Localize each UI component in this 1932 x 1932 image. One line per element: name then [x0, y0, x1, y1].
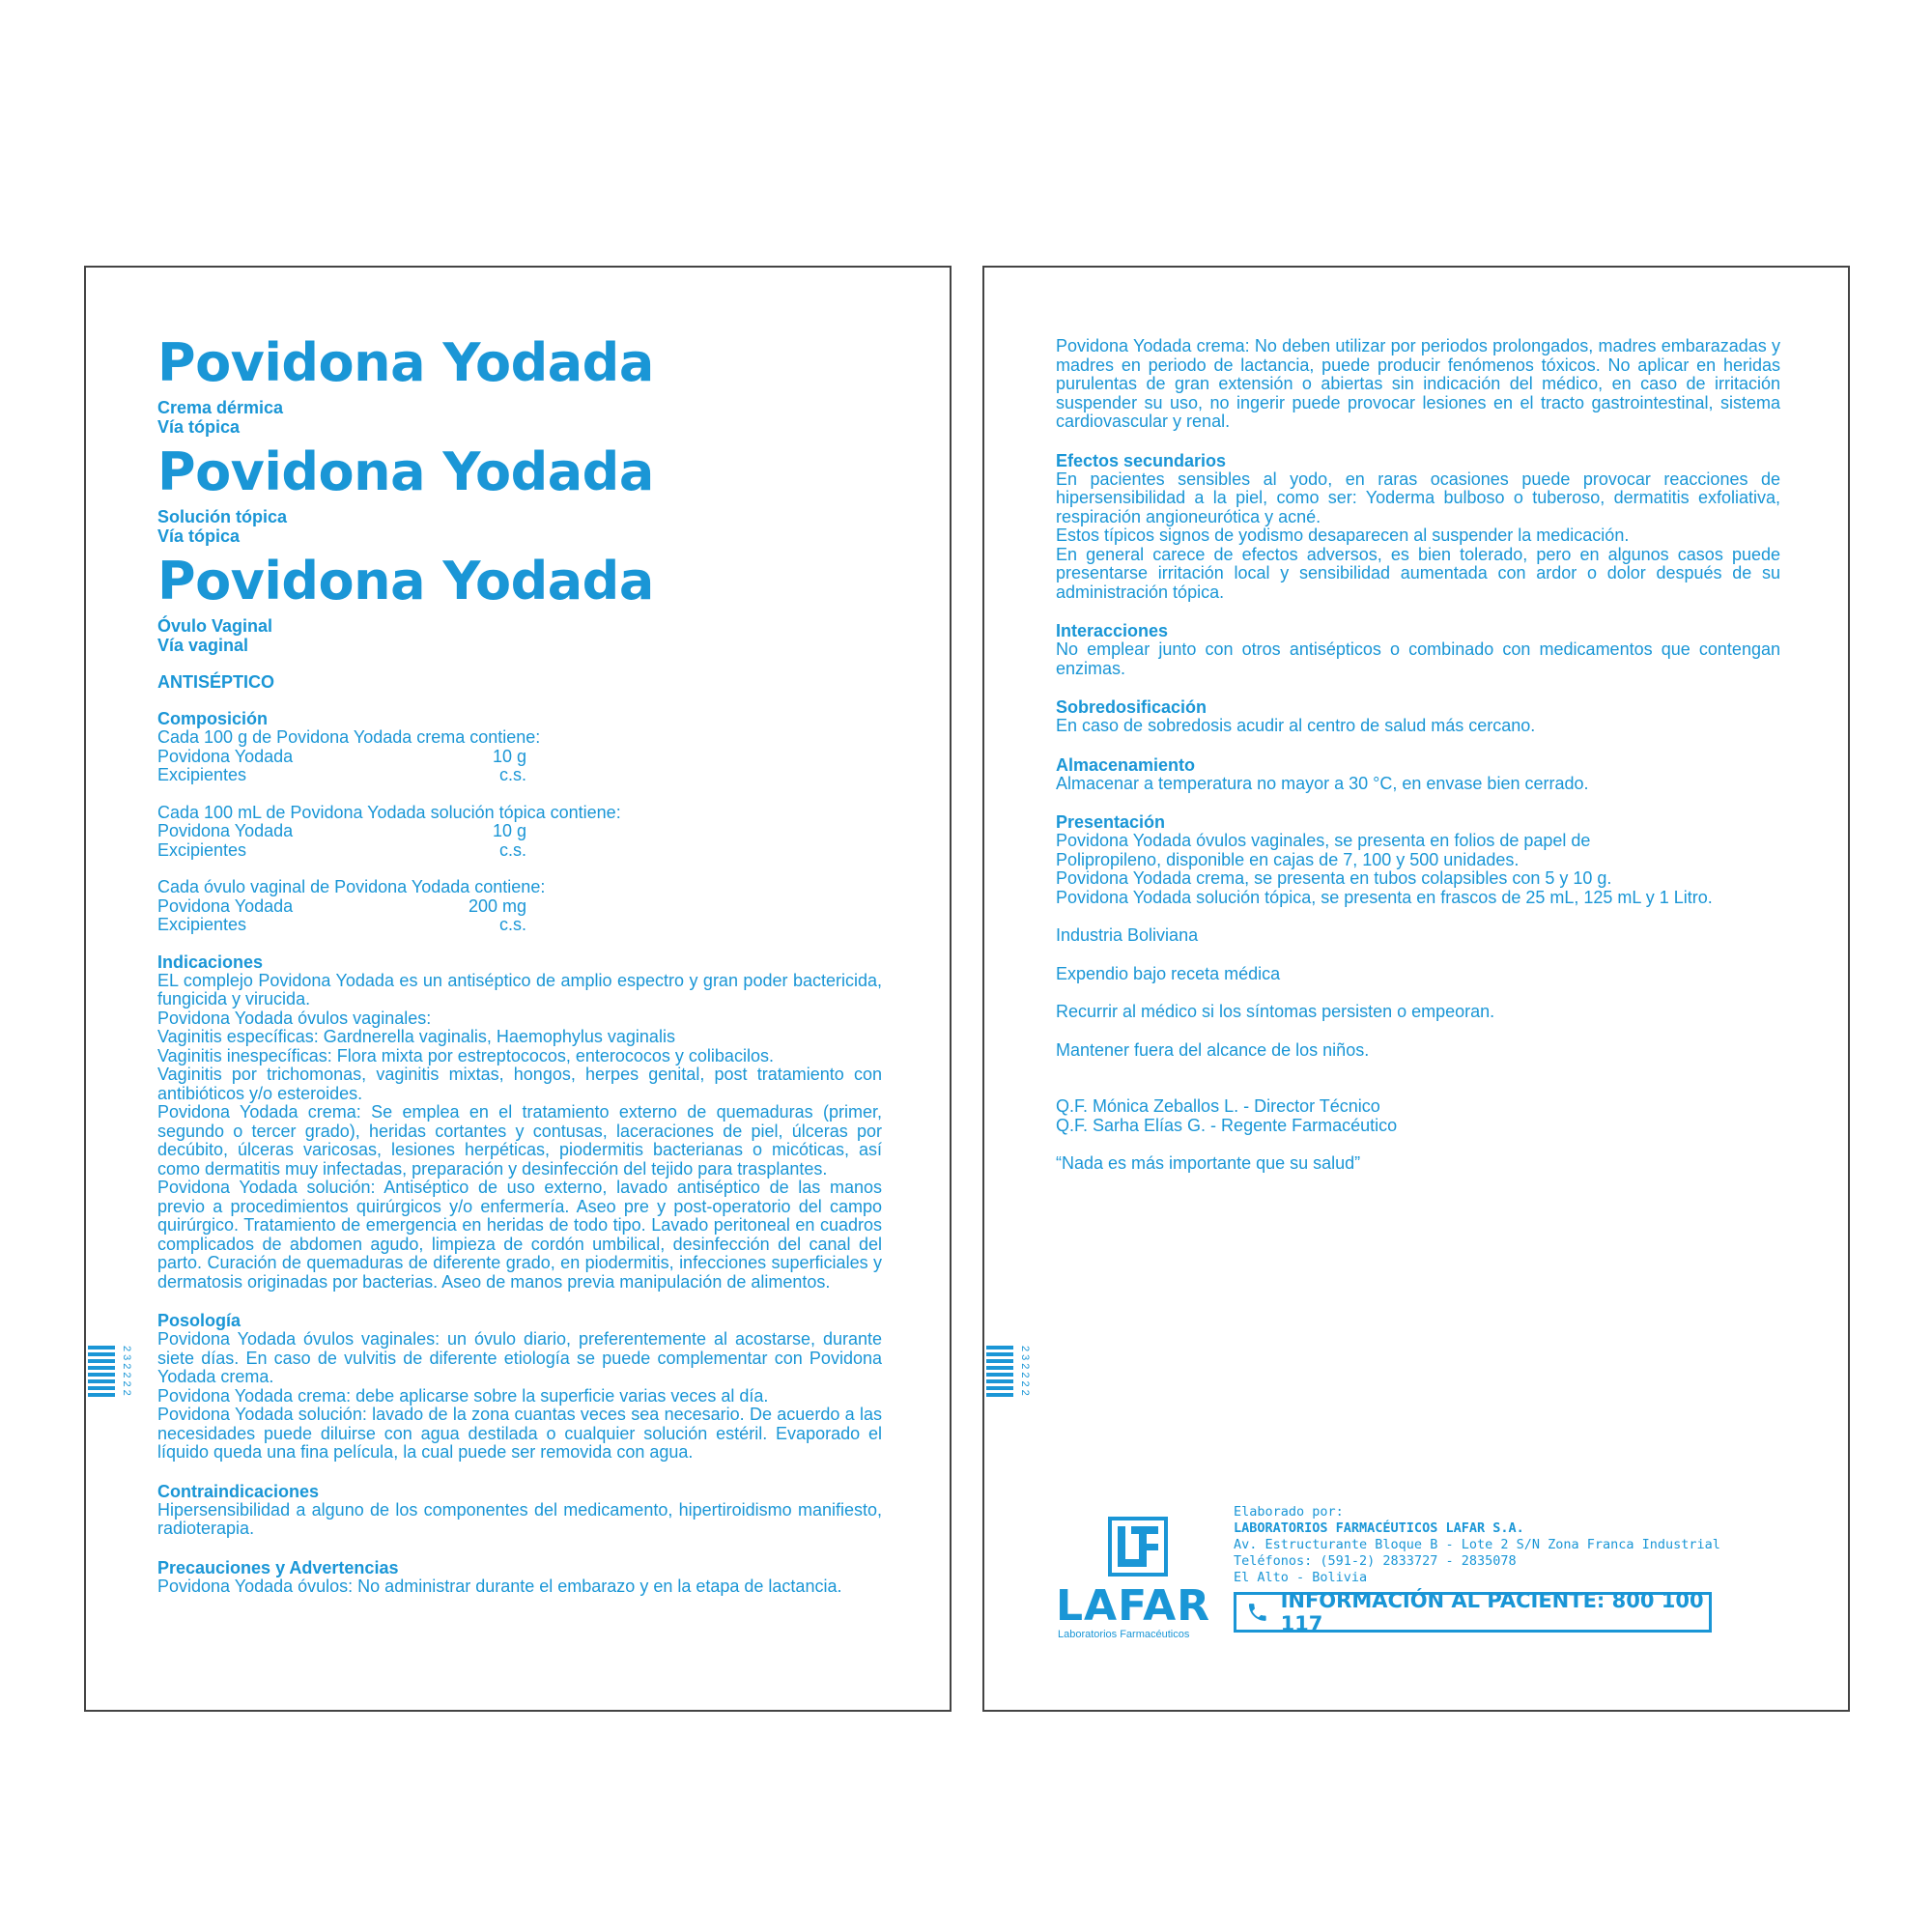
paragraph: Povidona Yodada óvulos vaginales: un óvulo diario, preferentemente al acostarse, durante siete días. En caso de vulvitis de diferente etiología se puede complementar con Povidona Yodada crema.: [157, 1329, 882, 1386]
product-title: Povidona Yodada: [157, 551, 654, 611]
ingredient: Povidona Yodada: [157, 821, 294, 840]
lafar-logo: [1056, 1517, 1220, 1641]
lafar-logo-subtitle: Laboratorios Farmacéuticos: [1058, 1629, 1190, 1640]
paragraph: EL complejo Povidona Yodada es un antiséptico de amplio espectro y gran poder bactericida, fungicida y virucida.: [157, 970, 882, 1009]
section-heading: Almacenamiento: [1056, 754, 1196, 775]
ingredient: Excipientes: [157, 915, 247, 934]
lafar-logo-wordmark: LAFAR: [1056, 1581, 1211, 1631]
origin-text: Industria Boliviana: [1056, 925, 1199, 945]
section-heading: Precauciones y Advertencias: [157, 1557, 399, 1577]
pharmacode-bars: [88, 1346, 115, 1400]
precautions-section: [157, 1558, 882, 1597]
title-block-solucion: [157, 443, 882, 546]
paragraph: Polipropileno, disponible en cajas de 7, 100 y 500 unidades.: [1056, 849, 1520, 869]
title-block-crema: [157, 334, 882, 437]
section-heading: Efectos secundarios: [1056, 450, 1227, 470]
manufacturer-name: LABORATORIOS FARMACÉUTICOS LAFAR S.A.: [1234, 1520, 1524, 1536]
title-block-ovulo: [157, 553, 882, 655]
route-label: Vía vaginal: [157, 636, 249, 655]
amount: 200 mg: [468, 895, 526, 916]
section-heading: Sobredosificación: [1056, 697, 1208, 717]
leaflet-panel-right: [982, 266, 1850, 1712]
route-label: Vía tópica: [157, 417, 241, 437]
section-heading: Contraindicaciones: [157, 1481, 320, 1501]
children-warning: Mantener fuera del alcance de los niños.: [1056, 1039, 1370, 1060]
paragraph: En pacientes sensibles al yodo, en raras ocasiones puede provocar reacciones de hipersensibilidad a la piel, como ser: Yoderma bulboso o tuberoso, dermatitis exfoliativa, respiración angioneurótica y acné.: [1056, 469, 1780, 526]
section-heading: Indicaciones: [157, 952, 264, 972]
composition-intro: Cada 100 g de Povidona Yodada crema contiene:: [157, 727, 541, 747]
section-heading: Presentación: [1056, 812, 1166, 832]
manufacturer-phones: Teléfonos: (591-2) 2833727 - 2835078: [1234, 1553, 1517, 1569]
paragraph: Hipersensibilidad a alguno de los componentes del medicamento, hipertiroidismo manifiesto, radioterapia.: [157, 1499, 882, 1538]
indications-section: [157, 952, 882, 1293]
paragraph: Povidona Yodada crema: debe aplicarse sobre la superficie varias veces al día.: [157, 1385, 769, 1406]
paragraph: Povidona Yodada crema: No deben utilizar por periodos prolongados, madres embarazadas y madres en periodo de lactancia, puede producir fenómenos tóxicos. No aplicar en heridas purulentas de gran extensión o abiertas sin indicación del médico, en caso de irritación suspender su uso, no ingerir puede provocar lesiones en el tracto gastrointestinal, sistema cardiovascular y renal.: [1056, 336, 1780, 431]
paragraph: Almacenar a temperatura no mayor a 30 °C, en envase bien cerrado.: [1056, 773, 1589, 793]
paragraph: Povidona Yodada óvulos vaginales, se presenta en folios de papel de: [1056, 831, 1591, 850]
section-heading: Posología: [157, 1311, 242, 1330]
form-label: Solución tópica: [157, 507, 288, 526]
paragraph: Vaginitis específicas: Gardnerella vaginalis, Haemophylus vaginalis: [157, 1027, 675, 1046]
paragraph: Povidona Yodada crema: Se emplea en el tratamiento externo de quemaduras (primer, segundo o tercer grado), heridas cortantes y contusas, laceraciones de piel, úlceras por decúbito, úlceras varicosas, lesiones herpéticas, piodermitis bacterianas o micóticas, así como dermatitis muy infectadas, preparación y desinfección del tejido para trasplantes.: [157, 1102, 882, 1179]
patient-info-box: [1234, 1589, 1712, 1635]
dosage-section: [157, 1311, 882, 1463]
patient-info-text: INFORMACIÓN AL PACIENTE: 800 100 117: [1280, 1589, 1704, 1635]
composition-row: [157, 841, 882, 861]
paragraph: Povidona Yodada óvulos vaginales:: [157, 1008, 432, 1028]
overdose-section: [1056, 697, 1780, 736]
pharmacode-number: 232222: [121, 1346, 132, 1399]
slogan: “Nada es más importante que su salud”: [1056, 1153, 1361, 1173]
right-content: [1056, 337, 1780, 1174]
ingredient: Excipientes: [157, 765, 247, 784]
pharmacode-bars: [986, 1346, 1013, 1400]
paragraph: Povidona Yodada solución: Antiséptico de uso externo, lavado antiséptico de las manos previo a procedimientos quirúrgicos y/o enfermería. Aseo pre y post-operatorio del campo quirúrgico. Tratamiento de emergencia en heridas de todo tipo. Lavado peritoneal en cuadros complicados de abdomen agudo, limpieza de cordón umbilical, desinfección del canal del parto. Curación de quemaduras de diferente grado, en piodermitis, infecciones superficiales y dermatosis originadas por bacterias. Aseo de manos previa manipulación de alimentos.: [157, 1178, 882, 1292]
ingredient: Povidona Yodada: [157, 746, 294, 766]
storage-section: [1056, 755, 1780, 794]
ingredient: Excipientes: [157, 839, 247, 860]
made-by-label: Elaborado por:: [1234, 1504, 1344, 1520]
pharmacode-number: 232222: [1019, 1346, 1031, 1399]
section-heading: Composición: [157, 709, 269, 728]
category-label: ANTISÉPTICO: [157, 672, 275, 692]
paragraph: Vaginitis por trichomonas, vaginitis mixtas, hongos, herpes genital, post tratamiento con antibióticos y/o esteroides.: [157, 1065, 882, 1103]
technical-director: Q.F. Mónica Zeballos L. - Director Técnico: [1056, 1096, 1380, 1116]
manufacturer-info: [1234, 1504, 1720, 1586]
paragraph: En caso de sobredosis acudir al centro de salud más cercano.: [1056, 716, 1536, 735]
paragraph: Estos típicos signos de yodismo desaparecen al suspender la medicación.: [1056, 526, 1630, 545]
leaflet-panel-left: [84, 266, 952, 1712]
manufacturer-city: El Alto - Bolivia: [1234, 1570, 1368, 1585]
composition-intro: Cada óvulo vaginal de Povidona Yodada contiene:: [157, 877, 546, 896]
phone-icon: [1246, 1600, 1269, 1625]
product-title: Povidona Yodada: [157, 332, 654, 393]
lafar-logo-icon: [1108, 1517, 1168, 1577]
composition-row: [157, 897, 882, 917]
route-label: Vía tópica: [157, 526, 241, 546]
paragraph: En general carece de efectos adversos, es bien tolerado, pero en algunos casos puede presentarse irritación local y sensibilidad aumentada con ardor o dolor después de su administración tópica.: [1056, 544, 1780, 602]
prescription-text: Expendio bajo receta médica: [1056, 963, 1281, 983]
ingredient: Povidona Yodada: [157, 895, 294, 916]
amount: 10 g: [492, 746, 526, 766]
composition-intro: Cada 100 mL de Povidona Yodada solución tópica contiene:: [157, 802, 621, 822]
paragraph: Povidona Yodada solución: lavado de la zona cuantas veces sea necesario. De acuerdo a las necesidades puede diluirse con agua destilada o cualquier solución estéril. Evaporado el líquido queda una fina película, la cual puede ser removida con agua.: [157, 1405, 882, 1462]
section-heading: Interacciones: [1056, 621, 1169, 640]
contraindications-section: [157, 1482, 882, 1539]
product-title: Povidona Yodada: [157, 441, 654, 502]
paragraph: No emplear junto con otros antisépticos o combinado con medicamentos que contengan enzimas.: [1056, 639, 1780, 678]
amount: c.s.: [498, 915, 526, 934]
amount: c.s.: [498, 839, 526, 860]
composition-row: [157, 766, 882, 785]
advice-text: Recurrir al médico si los síntomas persisten o empeoran.: [1056, 1002, 1495, 1021]
form-label: Óvulo Vaginal: [157, 616, 273, 636]
pharmacist-regent: Q.F. Sarha Elías G. - Regente Farmacéutico: [1056, 1115, 1398, 1135]
paragraph: Povidona Yodada óvulos: No administrar durante el embarazo y en la etapa de lactancia.: [157, 1576, 842, 1596]
paragraph: Povidona Yodada crema, se presenta en tubos colapsibles con 5 y 10 g.: [1056, 868, 1612, 888]
paragraph: Vaginitis inespecíficas: Flora mixta por estreptococos, enterococos y colibacilos.: [157, 1045, 774, 1065]
side-effects-section: [1056, 451, 1780, 603]
composition-row: [157, 748, 882, 767]
paragraph: Povidona Yodada solución tópica, se presenta en frascos de 25 mL, 125 mL y 1 Litro.: [1056, 887, 1713, 907]
amount: c.s.: [498, 765, 526, 784]
form-label: Crema dérmica: [157, 398, 284, 417]
manufacturer-address: Av. Estructurante Bloque B - Lote 2 S/N Zona Franca Industrial: [1234, 1537, 1720, 1552]
composition-row: [157, 916, 882, 935]
interactions-section: [1056, 621, 1780, 678]
left-content: [157, 334, 882, 1596]
composition-row: [157, 822, 882, 841]
composition-section: [157, 709, 882, 935]
presentation-section: [1056, 812, 1780, 907]
amount: 10 g: [492, 821, 526, 840]
